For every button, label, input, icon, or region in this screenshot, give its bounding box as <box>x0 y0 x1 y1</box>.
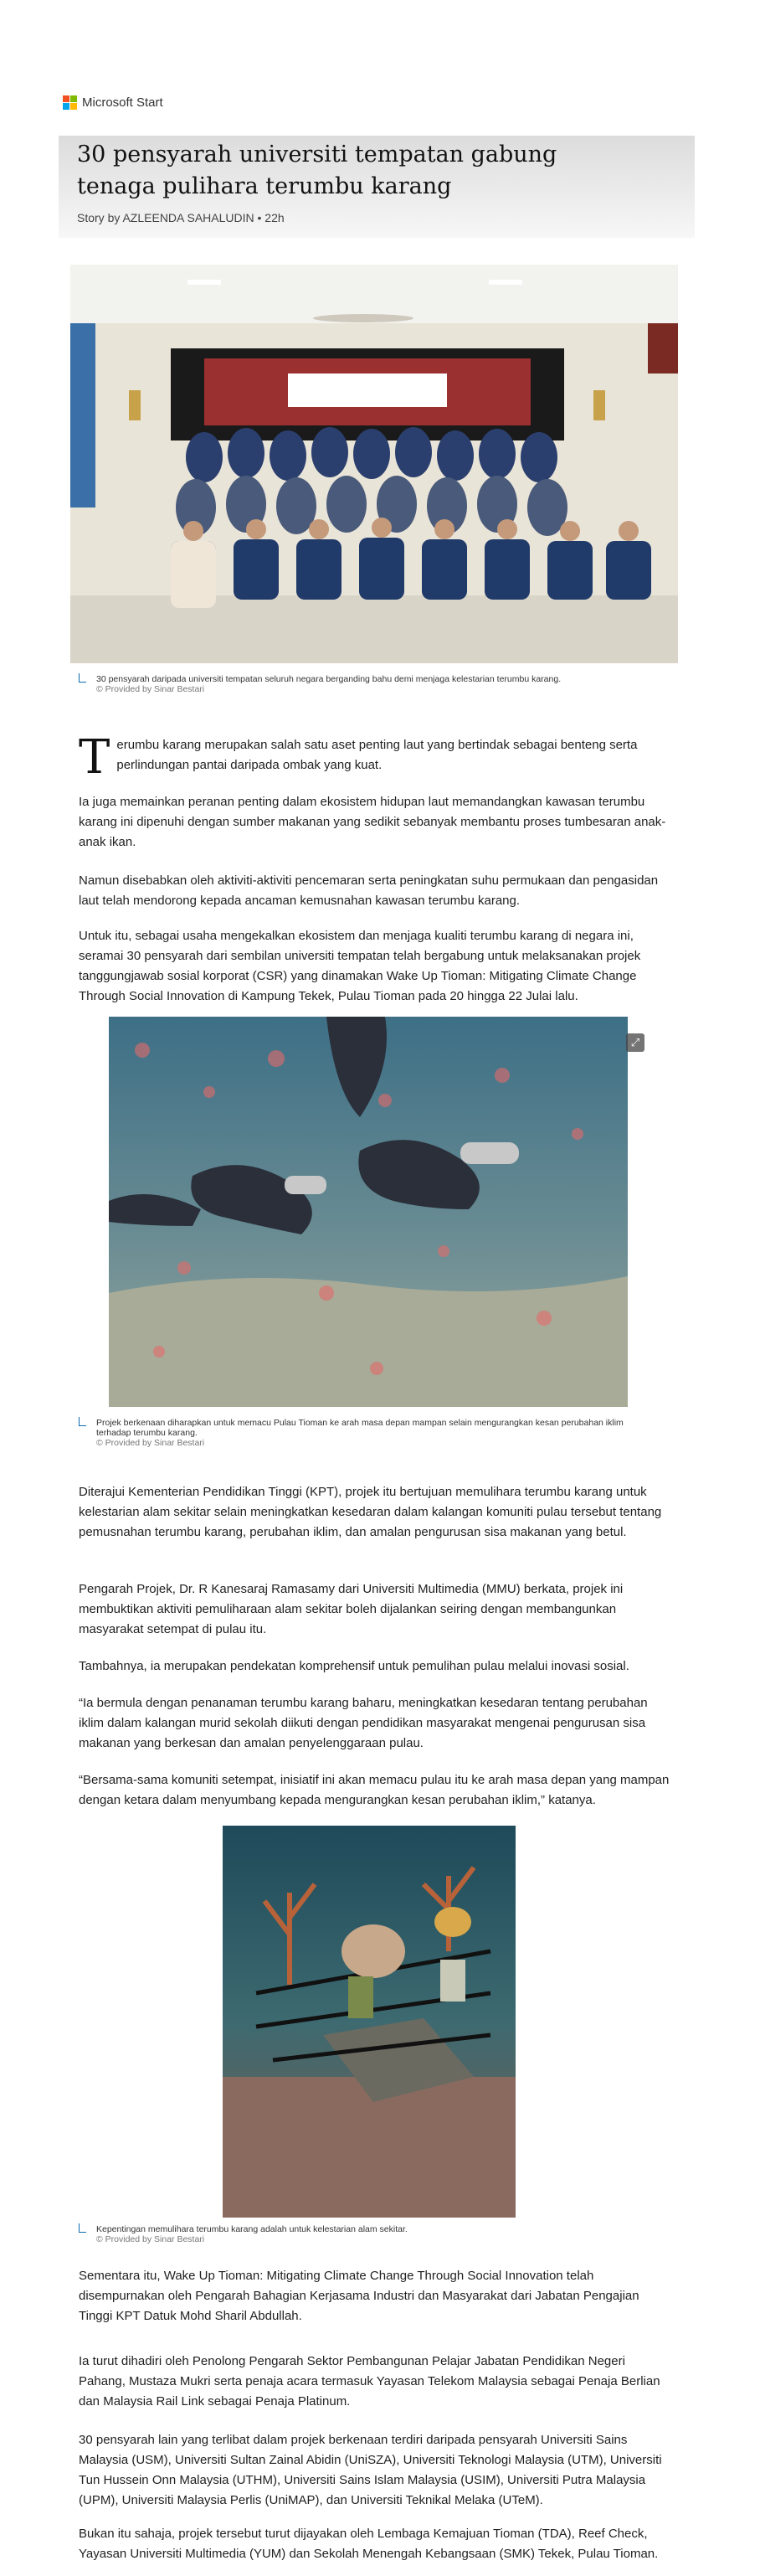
paragraph-1 <box>79 730 673 785</box>
paragraph-13: Bukan itu sahaja, projek tersebut turut dijayakan oleh Lembaga Kemajuan Tioman (TDA), Reef Check, Yayasan Universiti Multimedia (YUM) dan Sekolah Menengah Kebangsaan (SMK) Tekek, Pulau Tioman. <box>79 2527 659 2561</box>
figure-caption <box>96 2224 682 2244</box>
brand-name: Microsoft Start <box>82 95 163 110</box>
article-byline: Story by AZLEENDA SAHALUDIN • 22h <box>77 211 285 224</box>
paragraph-4: Untuk itu, sebagai usaha mengekalkan ekosistem dan menjaga kualiti terumbu karang di negara ini, seramai 30 pensyarah dari sembilan universiti tempatan telah bergabung untuk melaksanakan projek tanggungjawab sosial korporat (CSR) yang dinamakan Wake Up Tioman: Mitigating Climate Change Through Social Innovation di Kampung Tekek, Pulau Tioman pada 20 hingga 22 Julai lalu. <box>79 929 641 1003</box>
paragraph-9: “Bersama-sama komuniti setempat, inisiatif ini akan memacu pulau itu ke arah masa depan yang mampan dengan ketara dalam menyumbang kepada mengurangkan kesan perubahan iklim,” katanya. <box>79 1773 670 1807</box>
caption-corner-icon <box>79 673 86 683</box>
figure-caption <box>96 674 682 694</box>
caption-credit: © Provided by Sinar Bestari <box>96 1438 205 1448</box>
paragraph-10: Sementara itu, Wake Up Tioman: Mitigating Climate Change Through Social Innovation telah disempurnakan oleh Pengarah Bahagian Kerjasama Industri dan Masyarakat dari Jabatan Pengajian Tinggi KPT Datuk Mohd Sharil Abdullah. <box>79 2269 639 2323</box>
paragraph-1-text: erumbu karang merupakan salah satu aset penting laut yang bertindak sebagai benteng serta perlindungan pantai daripada ombak yang kuat. <box>116 738 638 772</box>
article-title: 30 pensyarah universiti tempatan gabung tenaga pulihara terumbu karang <box>77 142 557 199</box>
underwater-photo[interactable] <box>109 1017 628 1407</box>
caption-text: 30 pensyarah daripada universiti tempatan seluruh negara berganding bahu demi menjaga kelestarian terumbu karang. <box>96 674 562 684</box>
paragraph-6: Pengarah Projek, Dr. R Kanesaraj Ramasamy dari Universiti Multimedia (MMU) berkata, projek ini membuktikan aktiviti pemuliharaan alam sekitar boleh dijalankan seiring dengan membangunkan masyarakat setempat di pulau itu. <box>79 1582 624 1636</box>
expand-image-button[interactable] <box>626 1033 644 1052</box>
brand-logo-link[interactable] <box>63 95 163 110</box>
paragraph-7: Tambahnya, ia merupakan pendekatan komprehensif untuk pemulihan pulau melalui inovasi sosial. <box>79 1659 629 1673</box>
caption-corner-icon <box>79 2223 86 2233</box>
paragraph-2: Ia juga memainkan peranan penting dalam ekosistem hidupan laut memandangkan kawasan terumbu karang ini dipenuhi dengan sumber makanan yang sedikit sebanyak membantu proses tumbesaran anak-anak ikan. <box>79 795 666 849</box>
caption-text-line-1: Projek berkenaan diharapkan untuk memacu Pulau Tioman ke arah masa depan mampan selain mengurangkan kesan perubahan iklim <box>96 1418 624 1428</box>
caption-text: Kepentingan memulihara terumbu karang adalah untuk kelestarian alam sekitar. <box>96 2224 408 2234</box>
expand-icon: ⤢ <box>630 1036 640 1048</box>
paragraph-11: Ia turut dihadiri oleh Penolong Pengarah Sektor Pembangunan Pelajar Jabatan Pendidikan Negeri Pahang, Mustaza Mukri serta penaja acara termasuk Yayasan Telekom Malaysia sebagai Penaja Berlian dan Malaysia Rail Link sebagai Penaja Platinum. <box>79 2354 660 2409</box>
caption-credit: © Provided by Sinar Bestari <box>96 684 205 694</box>
figure-caption <box>96 1418 682 1448</box>
caption-credit: © Provided by Sinar Bestari <box>96 2234 205 2244</box>
paragraph-8: “Ia bermula dengan penanaman terumbu karang baharu, meningkatkan kesedaran tentang perubahan iklim dalam kalangan murid sekolah diikuti dengan pendidikan masyarakat mengenai pengurusan sisa makanan yang berkesan dan amalan penyelenggaraan pulau. <box>79 1696 648 1750</box>
paragraph-3: Namun disebabkan oleh aktiviti-aktiviti pencemaran serta peningkatan suhu permukaan dan pengasidan laut telah mendorong kepada ancaman kemusnahan kawasan terumbu karang. <box>79 873 659 908</box>
group-photo[interactable] <box>70 265 678 663</box>
coral-photo[interactable] <box>223 1826 516 2218</box>
drop-cap: T <box>79 730 110 785</box>
caption-text-line-2: terhadap terumbu karang. <box>96 1428 198 1438</box>
microsoft-logo-icon <box>63 95 77 110</box>
caption-corner-icon <box>79 1417 86 1426</box>
paragraph-5: Diterajui Kementerian Pendidikan Tinggi (KPT), projek itu bertujuan memulihara terumbu karang untuk kelestarian alam sekitar selain meningkatkan kesedaran dalam kalangan komuniti pulau tersebut tentang pemusnahan terumbu karang, perubahan iklim, dan amalan pengurusan sisa makanan yang betul. <box>79 1485 662 1539</box>
paragraph-12: 30 pensyarah lain yang terlibat dalam projek berkenaan terdiri daripada pensyarah Universiti Sains Malaysia (USM), Universiti Sultan Zainal Abidin (UniSZA), Universiti Teknologi Malaysia (UTM), Universiti Tun Hussein Onn Malaysia (UTHM), Universiti Sains Islam Malaysia (USIM), Universiti Putra Malaysia (UPM), Universiti Malaysia Perlis (UniMAP), dan Universiti Teknikal Melaka (UTeM). <box>79 2433 662 2507</box>
